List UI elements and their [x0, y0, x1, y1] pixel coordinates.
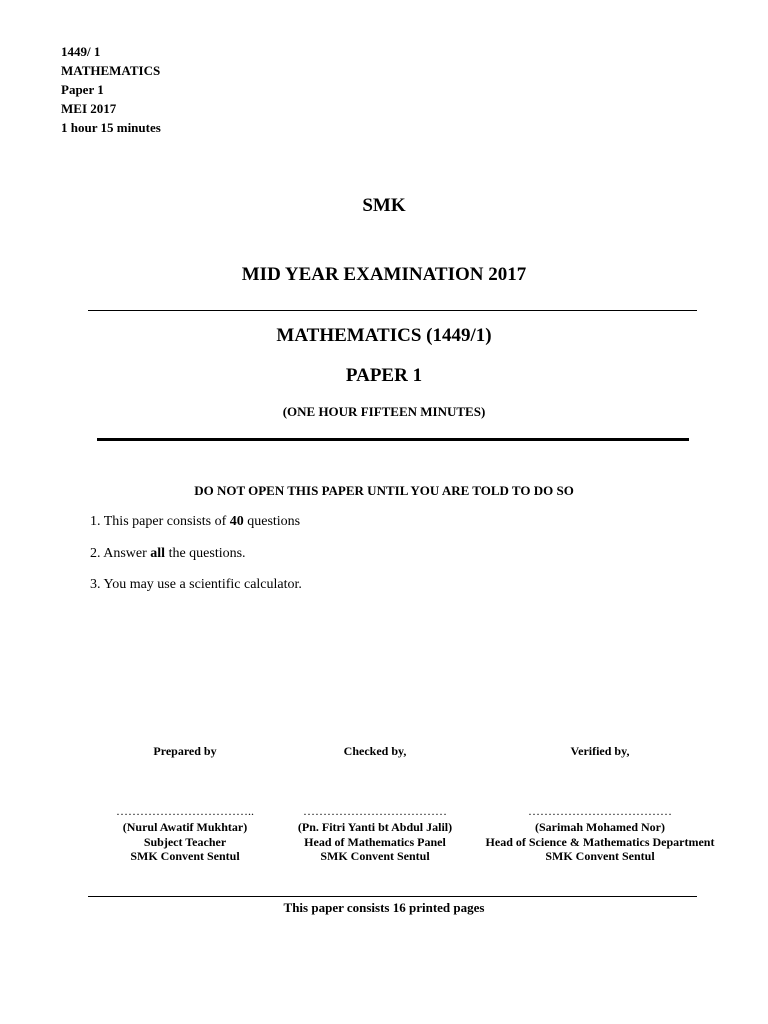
subject-title: MATHEMATICS (1449/1)	[276, 325, 492, 346]
instruction-2-emphasis: all	[150, 546, 166, 561]
verifier-details	[470, 820, 730, 864]
page-count-footer: This paper consists 16 printed pages	[283, 900, 485, 915]
title-divider	[88, 310, 697, 311]
preparer-name: (Nurul Awatif Mukhtar)	[122, 820, 248, 834]
verified-by-heading: Verified by,	[570, 744, 630, 758]
instruction-1-suffix: questions	[243, 514, 301, 529]
paper-title: PAPER 1	[345, 365, 423, 386]
preparer-role: Subject Teacher	[143, 834, 227, 849]
checked-by-heading: Checked by,	[343, 744, 407, 758]
thick-divider	[97, 438, 689, 441]
duration-title: (ONE HOUR FIFTEEN MINUTES)	[282, 404, 486, 419]
footer-divider	[88, 896, 697, 897]
instruction-2-text: 2. Answer	[90, 546, 151, 561]
paper-code: 1449/ 1	[61, 44, 101, 59]
verifier-name: (Sarimah Mohamed Nor)	[535, 820, 665, 834]
checker-role: Head of Mathematics Panel	[304, 834, 446, 849]
paper-number: Paper 1	[61, 82, 104, 97]
school-name: SMK	[362, 195, 406, 216]
exam-title: MID YEAR EXAMINATION 2017	[241, 264, 527, 285]
signature-line-preparer: ……………………………..	[116, 804, 254, 818]
instruction-2	[90, 546, 246, 562]
checker-details	[245, 820, 505, 864]
verifier-role: Head of Science & Mathematics Department	[485, 834, 715, 849]
signature-line-checker: ………………………………	[303, 804, 447, 818]
checker-school: SMK Convent Sentul	[320, 849, 430, 863]
instruction-2-suffix: the questions.	[165, 546, 246, 561]
prepared-by-heading: Prepared by	[153, 744, 217, 758]
paper-subject: MATHEMATICS	[61, 63, 161, 78]
instruction-1-emphasis: 40	[229, 514, 244, 529]
instruction-1	[90, 514, 300, 530]
preparer-school: SMK Convent Sentul	[130, 849, 240, 863]
instruction-3: 3. You may use a scientific calculator.	[90, 577, 302, 592]
paper-month: MEI 2017	[61, 101, 117, 116]
verifier-school: SMK Convent Sentul	[545, 849, 655, 863]
signature-line-verifier: ………………………………	[528, 804, 672, 818]
paper-header-block	[61, 42, 161, 137]
paper-duration: 1 hour 15 minutes	[61, 120, 161, 135]
instruction-1-text: 1. This paper consists of	[90, 514, 230, 529]
checker-name: (Pn. Fitri Yanti bt Abdul Jalil)	[297, 820, 453, 834]
warning-text: DO NOT OPEN THIS PAPER UNTIL YOU ARE TOLD TO DO SO	[194, 483, 574, 498]
